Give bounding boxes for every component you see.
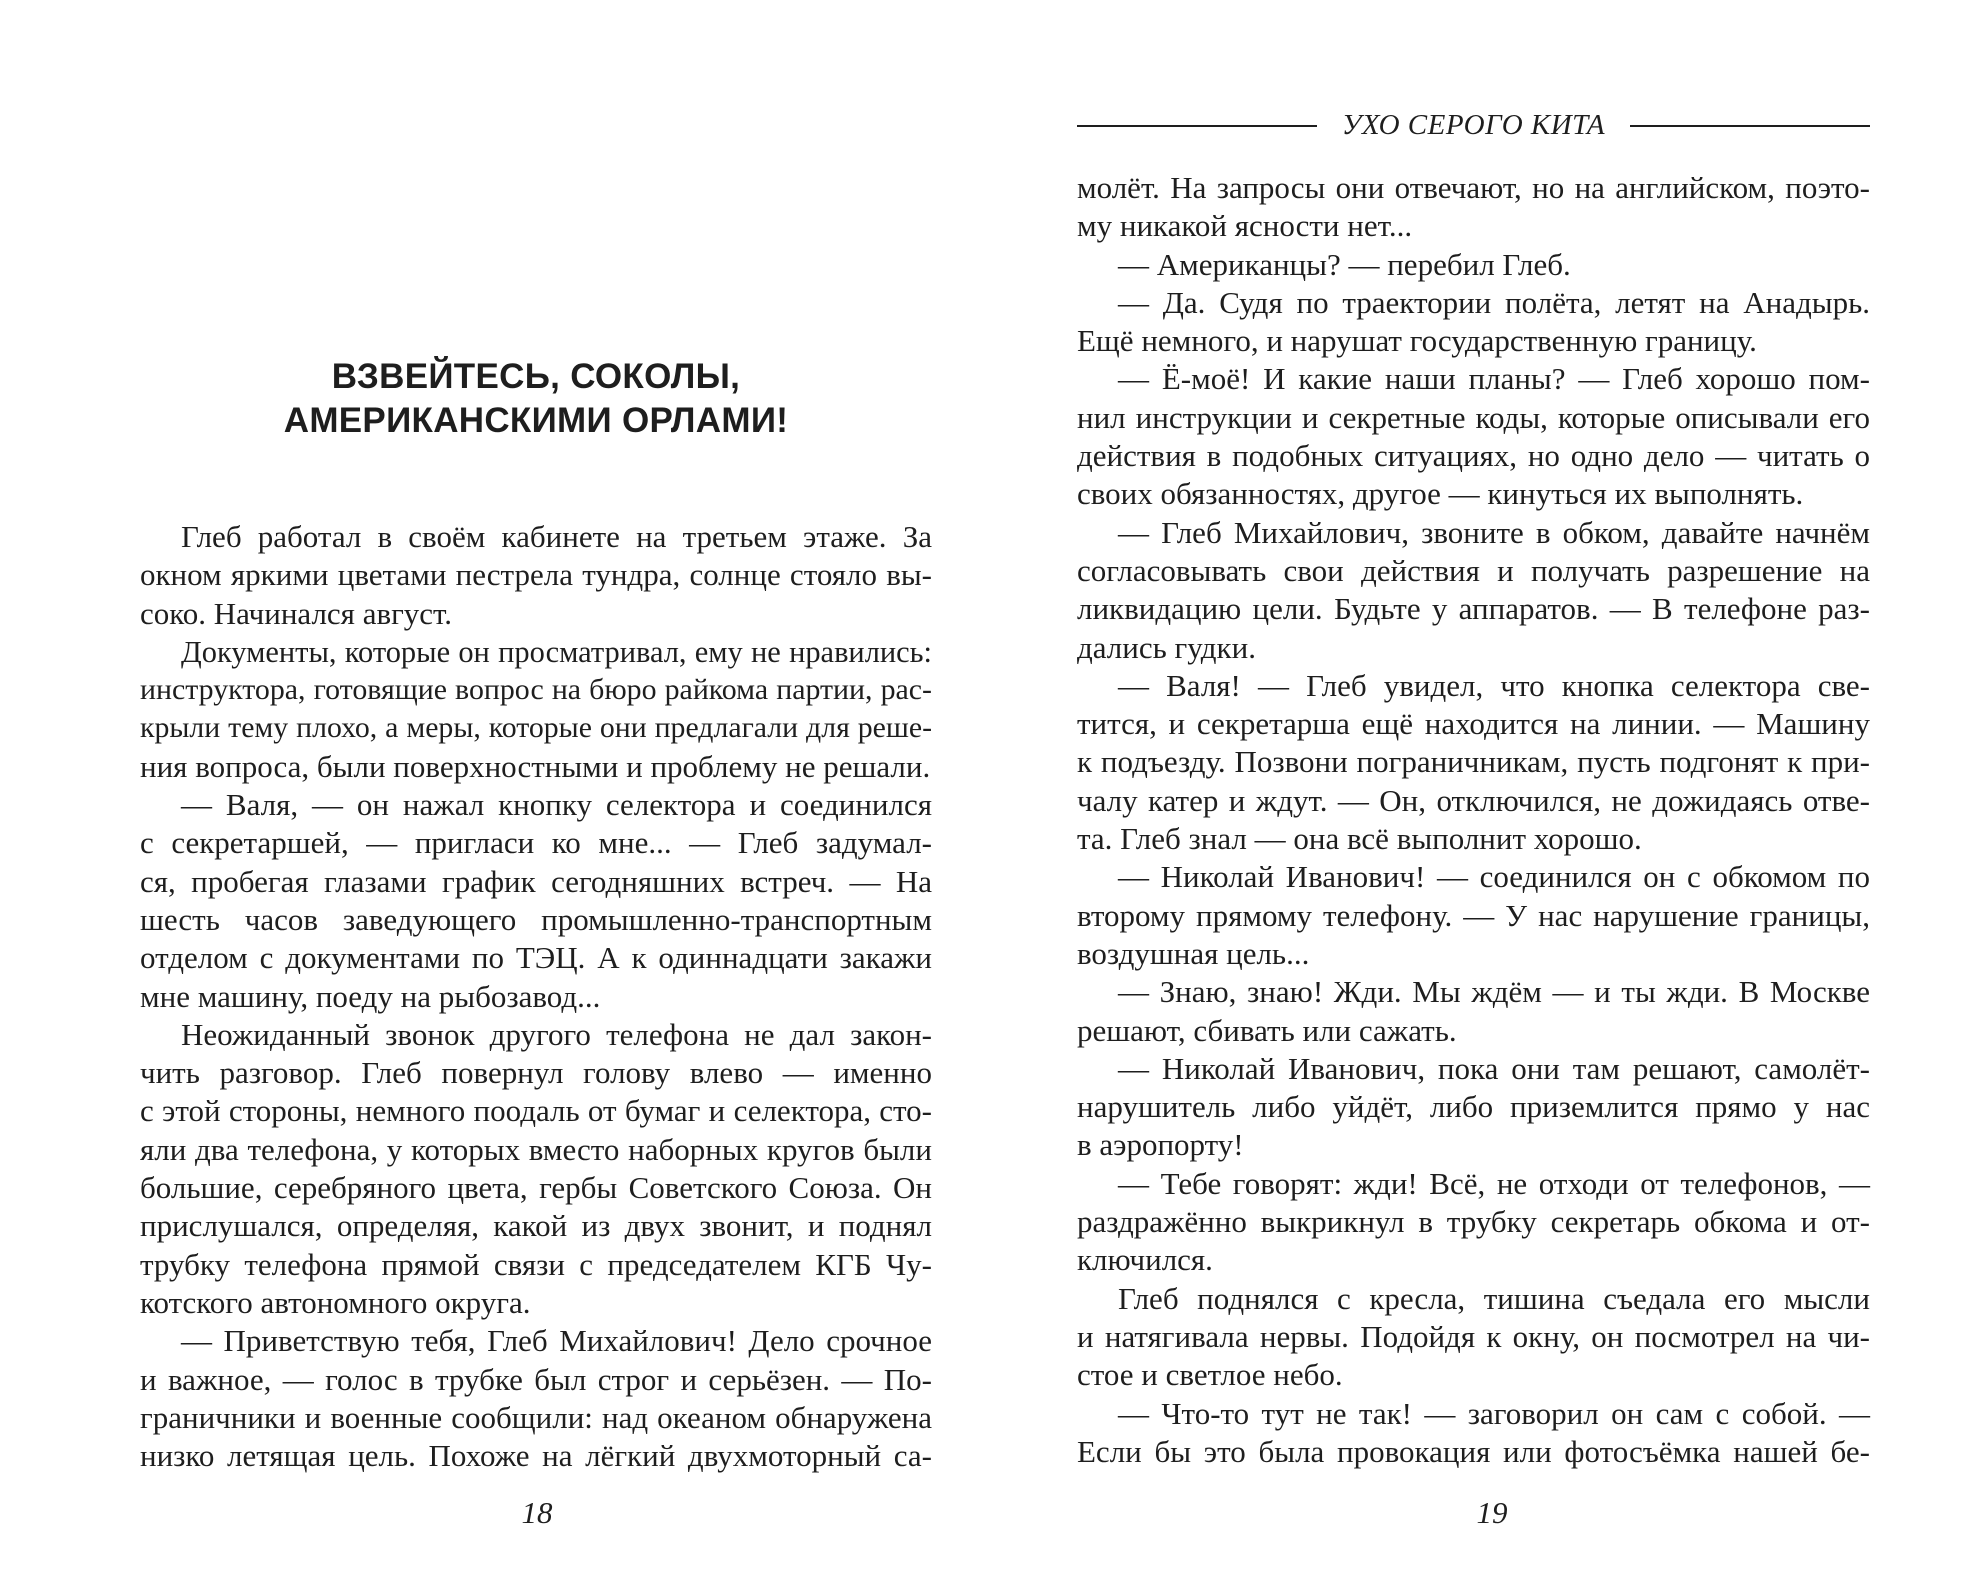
text-line: тится, и секретарша ещё находится на линии. — Машину (1077, 706, 1870, 742)
text-line: яли два телефона, у которых вместо наборных кругов были (140, 1131, 932, 1167)
text-line: ния вопроса, были поверхностными и проблему не решали. (140, 748, 931, 784)
text-line: инструктора, готовящие вопрос на бюро райкома партии, рас- (140, 673, 932, 707)
text-line: ликвидацию цели. Будьте у аппаратов. — В телефоне раз- (1077, 591, 1870, 627)
text-line: — Тебе говорят: жди! Всё, не отходи от телефонов, — (1118, 1165, 1870, 1201)
text-line: в аэропорту! (1077, 1127, 1244, 1163)
text-line: Если бы это была провокация или фотосъёмка нашей бе- (1077, 1433, 1870, 1469)
text-line: трубку телефона прямой связи с председателем КГБ Чу- (140, 1246, 932, 1282)
text-line: и натягивала нервы. Подойдя к окну, он посмотрел на чи- (1077, 1318, 1870, 1354)
text-line: — Знаю, знаю! Жди. Мы ждём — и ты жди. В Москве (1118, 974, 1870, 1010)
text-line: второму прямому телефону. — У нас нарушение границы, (1077, 897, 1870, 933)
text-line: Глеб поднялся с кресла, тишина съедала его мысли (1118, 1280, 1870, 1316)
text-line: своих обязанностях, другое — кинуться их выполнять. (1077, 476, 1804, 512)
text-line: котского автономного округа. (140, 1284, 531, 1320)
text-line: соко. Начинался август. (140, 595, 453, 631)
text-line: крыли тему плохо, а меры, которые они предлагали для реше- (140, 711, 932, 745)
text-line: ся, пробегая глазами график сегодняшних встреч. — На (140, 863, 932, 899)
text-line: большие, серебряного цвета, гербы Советского Союза. Он (140, 1170, 932, 1206)
text-line: воздушная цель... (1077, 935, 1310, 971)
text-line: Документы, которые он просматривал, ему не нравились: (181, 634, 932, 669)
running-title: УХО СЕРОГО КИТА (1341, 109, 1606, 141)
text-line: чить разговор. Глеб повернул голову влево — именно (140, 1055, 932, 1091)
page-number: 19 (1476, 1495, 1508, 1530)
text-line: — Ё-моё! И какие наши планы? — Глеб хорошо пом- (1118, 361, 1870, 397)
page-number: 18 (521, 1495, 553, 1530)
text-line: молёт. На запросы они отвечают, но на английском, поэто- (1077, 170, 1870, 205)
text-line: ключился. (1077, 1242, 1213, 1278)
text-line: — Приветствую тебя, Глеб Михайлович! Дело срочное (181, 1323, 932, 1359)
text-line: шесть часов заведующего промышленно-транспортным (140, 901, 932, 937)
right-page-text (1077, 169, 1870, 1471)
chapter-title-line: АМЕРИКАНСКИМИ ОРЛАМИ! (283, 401, 789, 440)
text-line: — Валя, — он нажал кнопку селектора и соединился (181, 787, 932, 823)
text-line: окном яркими цветами пестрела тундра, солнце стояло вы- (140, 557, 932, 593)
text-line: и важное, — голос в трубке был строг и серьёзен. — По- (140, 1361, 932, 1397)
text-line: с этой стороны, немного поодаль от бумаг и селектора, сто- (140, 1093, 932, 1129)
text-line: чалу катер и ждут. — Он, отключился, не дожидаясь отве- (1077, 782, 1870, 818)
chapter-title (140, 355, 932, 443)
text-line: Неожиданный звонок другого телефона не дал закон- (181, 1016, 932, 1052)
text-line: согласовывать свои действия и получать разрешение на (1077, 552, 1870, 588)
text-line: — Американцы? — перебил Глеб. (1118, 246, 1571, 282)
text-line: — Николай Иванович! — соединился он с обкомом по (1118, 859, 1870, 895)
text-line: та. Глеб знал — она всё выполнит хорошо. (1077, 821, 1642, 857)
text-line: — Да. Судя по траектории полёта, летят на Анадырь. (1118, 284, 1870, 320)
text-line: к подъезду. Позвони пограничникам, пусть подгонят к при- (1077, 744, 1870, 780)
text-line: — Глеб Михайлович, звоните в обком, давайте начнём (1118, 514, 1870, 550)
text-line: Ещё немного, и нарушат государственную границу. (1077, 323, 1757, 359)
chapter-title-line: ВЗВЕЙТЕСЬ, СОКОЛЫ, (331, 357, 741, 396)
text-line: — Валя! — Глеб увидел, что кнопка селектора све- (1118, 667, 1870, 703)
text-line: граничники и военные сообщили: над океаном обнаружена (140, 1399, 932, 1435)
text-line: действия в подобных ситуациях, но одно дело — читать о (1077, 438, 1870, 474)
header-rule-right (1630, 125, 1870, 127)
right-page (986, 0, 1972, 1582)
text-line: раздражённо выкрикнул в трубку секретарь обкома и от- (1077, 1204, 1870, 1240)
text-line: — Николай Иванович, пока они там решают, самолёт- (1118, 1050, 1870, 1086)
text-line: стое и светлое небо. (1077, 1357, 1343, 1393)
left-page-text (140, 518, 932, 1475)
text-line: нил инструкции и секретные коды, которые описывали его (1077, 399, 1870, 435)
text-line: решают, сбивать или сажать. (1077, 1012, 1457, 1048)
text-line: нарушитель либо уйдёт, либо приземлится прямо у нас (1077, 1089, 1870, 1125)
text-line: дались гудки. (1077, 629, 1256, 665)
running-head (1077, 102, 1870, 150)
text-line: низко летящая цель. Похоже на лёгкий двухмоторный са- (140, 1438, 932, 1474)
text-line: мне машину, поеду на рыбозавод... (140, 978, 601, 1014)
text-line: отделом с документами по ТЭЦ. А к одиннадцати закажи (140, 940, 932, 976)
text-line: Глеб работал в своём кабинете на третьем этаже. За (181, 519, 932, 554)
text-line: с секретаршей, — пригласи ко мне... — Глеб задумал- (140, 825, 932, 861)
text-line: прислушался, определяя, какой из двух звонит, и поднял (140, 1208, 932, 1244)
text-line: — Что-то тут не так! — заговорил он сам с собой. — (1118, 1395, 1870, 1431)
text-line: му никакой ясности нет... (1077, 208, 1413, 244)
